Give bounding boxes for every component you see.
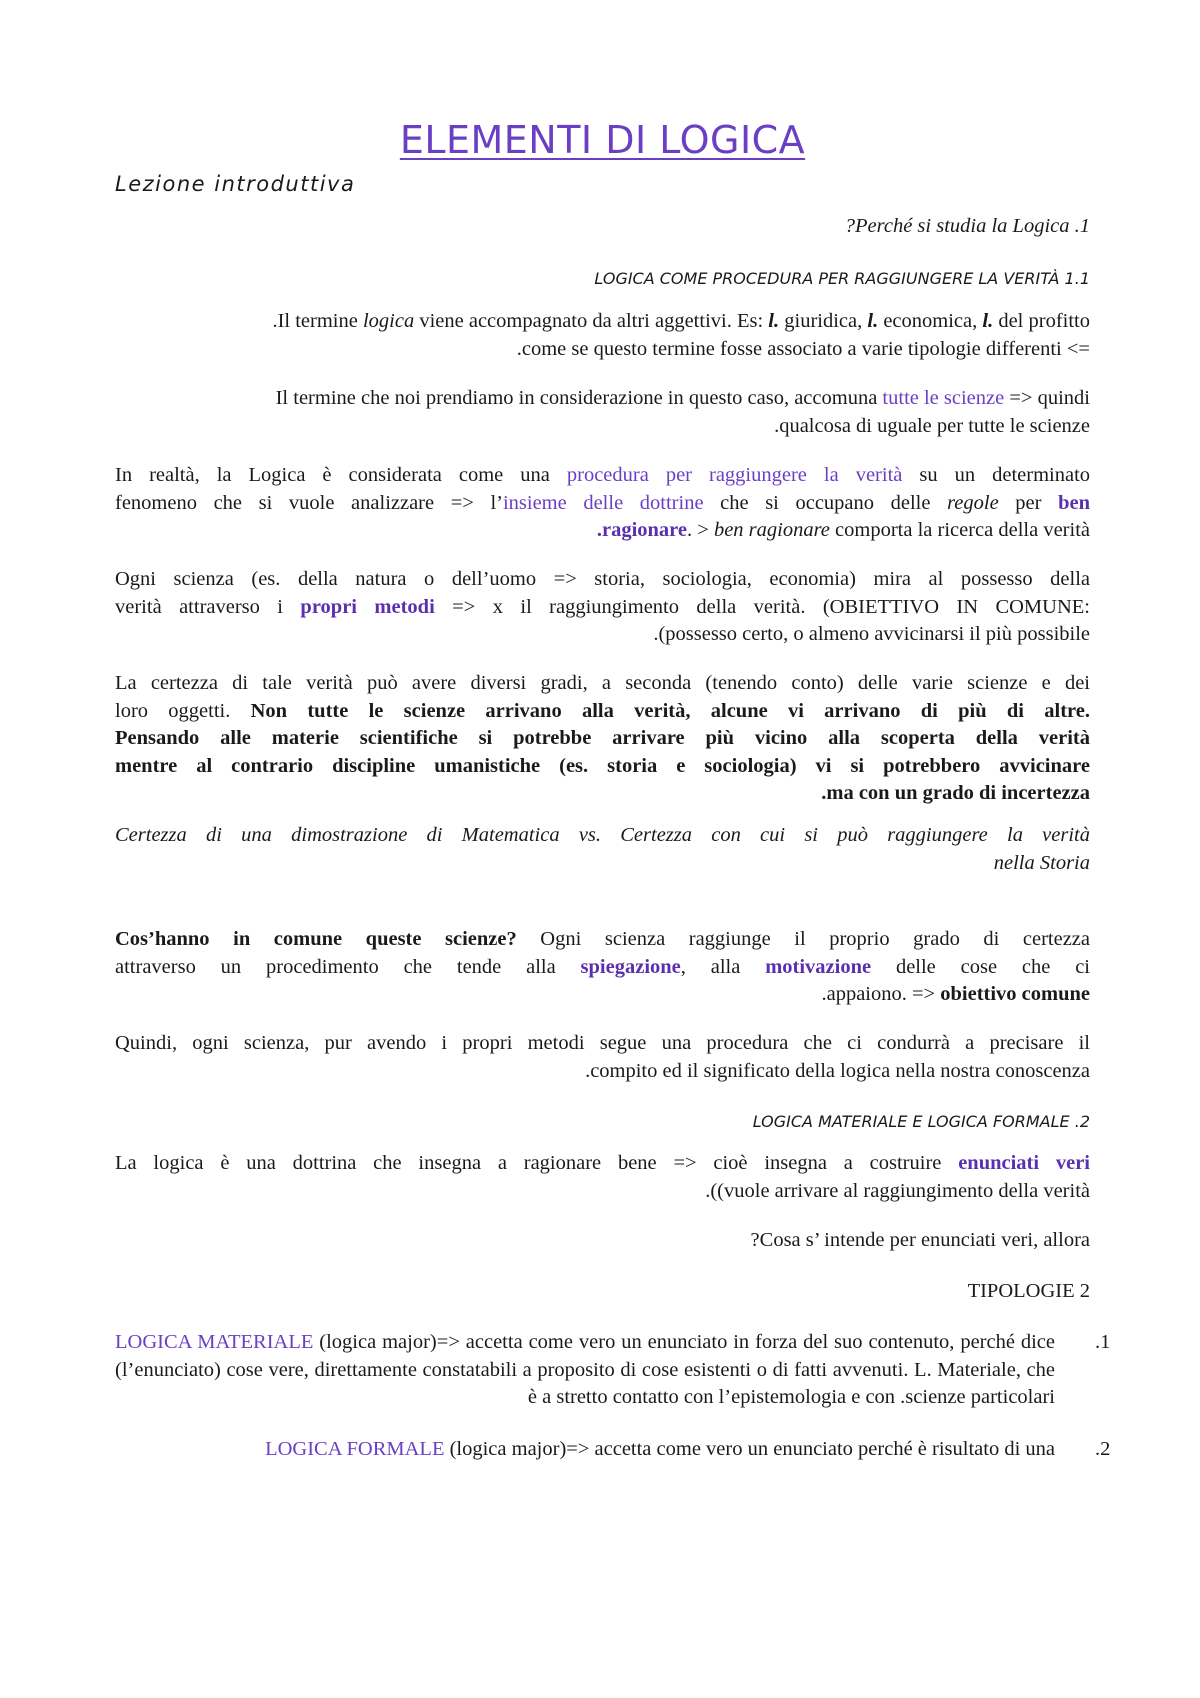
- paragraph-5-line-3: Pensando alle materie scientifiche si potrebbe arrivare più vicino alla scoperta della verità: [115, 727, 1090, 749]
- paragraph-5: [115, 670, 1090, 808]
- paragraph-3-line-3: .ragionare. > ben ragionare comporta la ricerca della verità: [596, 519, 1090, 541]
- paragraph-7-line-3: .appaiono. => obiettivo comune: [821, 983, 1090, 1005]
- paragraph-7-line-2: attraverso un procedimento che tende alla spiegazione, alla motivazione delle cose che ci: [115, 955, 1090, 978]
- question-2: ?Cosa s’ intende per enunciati veri, allora: [750, 1229, 1090, 1251]
- paragraph-1-line-1: .Il termine logica viene accompagnato da altri aggettivi. Es: l. giuridica, l. economica, l. del profitto: [272, 310, 1090, 332]
- list-item-text: LOGICA FORMALE (logica major)=> accetta come vero un enunciato perché è risultato di una: [265, 1438, 1055, 1460]
- paragraph-8-line-2: .compito ed il significato della logica nella nostra conoscenza: [585, 1059, 1090, 1082]
- list-item: [115, 1329, 1111, 1412]
- paragraph-3-line-2: fenomeno che si vuole analizzare => l’insieme delle dottrine che si occupano delle regole per ben: [115, 491, 1090, 514]
- paragraph-7-line-1: Cos’hanno in comune queste scienze? Ogni scienza raggiunge il proprio grado di certezza: [115, 928, 1090, 950]
- list-item-number: .1: [1095, 1331, 1111, 1353]
- paragraph-4: [115, 566, 1090, 649]
- paragraph-5-line-2: loro oggetti. Non tutte le scienze arrivano alla verità, alcune vi arrivano di più di altre.: [115, 699, 1090, 722]
- paragraph-3: [115, 462, 1090, 545]
- paragraph-4-line-1: Ogni scienza (es. della natura o dell’uomo => storia, sociologia, economia) mira al possesso della: [115, 568, 1090, 590]
- paragraph-1: [115, 308, 1090, 363]
- paragraph-3-line-1: In realtà, la Logica è considerata come una procedura per raggiungere la verità su un determinato: [115, 464, 1091, 486]
- paragraph-5-line-1: La certezza di tale verità può avere diversi gradi, a seconda (tenendo conto) delle varie scienze e dei: [115, 672, 1090, 694]
- paragraph-2-line-1: Il termine che noi prendiamo in considerazione in questo caso, accomuna tutte le scienze => quindi: [275, 387, 1090, 409]
- tipologie-heading: TIPOLOGIE 2: [967, 1280, 1090, 1302]
- list-item-text: LOGICA MATERIALE (logica major)=> accetta come vero un enunciato in forza del suo contenuto, perché dice (l’enunciato) cose vere, direttamente constatabili a proposito di cose esistenti o di fatti avvenuti. L. Materiale, che è a stretto contatto con l’epistemologia e con .scienze particolari: [115, 1331, 1055, 1408]
- list-item: [115, 1436, 1111, 1464]
- paragraph-9-line-1: La logica è una dottrina che insegna a ragionare bene => cioè insegna a costruire enunciati veri: [115, 1152, 1091, 1174]
- question-1: ?Perché si studia la Logica .1: [844, 215, 1090, 237]
- paragraph-8: [115, 1030, 1090, 1085]
- paragraph-5-line-5: .ma con un grado di incertezza: [821, 782, 1090, 804]
- list-item-number: .2: [1095, 1438, 1111, 1460]
- paragraph-2-line-2: .qualcosa di uguale per tutte le scienze: [774, 414, 1090, 437]
- page-subtitle: Lezione introduttiva: [115, 172, 356, 196]
- paragraph-4-line-3: .(possesso certo, o almeno avvicinarsi il più possibile: [653, 623, 1090, 645]
- paragraph-8-line-1: Quindi, ogni scienza, pur avendo i propri metodi segue una procedura che ci condurrà a precisare il: [115, 1032, 1090, 1054]
- paragraph-1-line-2: .come se questo termine fosse associato a varie tipologie differenti <=: [516, 337, 1090, 360]
- section-heading-2: LOGICA MATERIALE E LOGICA FORMALE .2: [752, 1112, 1090, 1131]
- paragraph-6-line-1: Certezza di una dimostrazione di Matematica vs. Certezza con cui si può raggiungere la verità: [115, 824, 1090, 846]
- paragraph-6: [115, 822, 1090, 877]
- paragraph-9: [115, 1150, 1090, 1205]
- page-title: ELEMENTI DI LOGICA: [399, 118, 806, 162]
- paragraph-6-line-2: nella Storia: [993, 851, 1090, 874]
- paragraph-9-line-2: .((vuole arrivare al raggiungimento della verità: [705, 1179, 1090, 1202]
- paragraph-4-line-2: verità attraverso i propri metodi => x il raggiungimento della verità. (OBIETTIVO IN COMUNE:: [115, 595, 1090, 618]
- paragraph-7: [115, 926, 1090, 1009]
- section-heading-1-1: LOGICA COME PROCEDURA PER RAGGIUNGERE LA VERITÀ 1.1: [594, 269, 1090, 288]
- paragraph-2: [115, 385, 1090, 440]
- paragraph-5-line-4: mentre al contrario discipline umanistiche (es. storia e sociologia) vi si potrebbero avvicinare: [115, 754, 1090, 777]
